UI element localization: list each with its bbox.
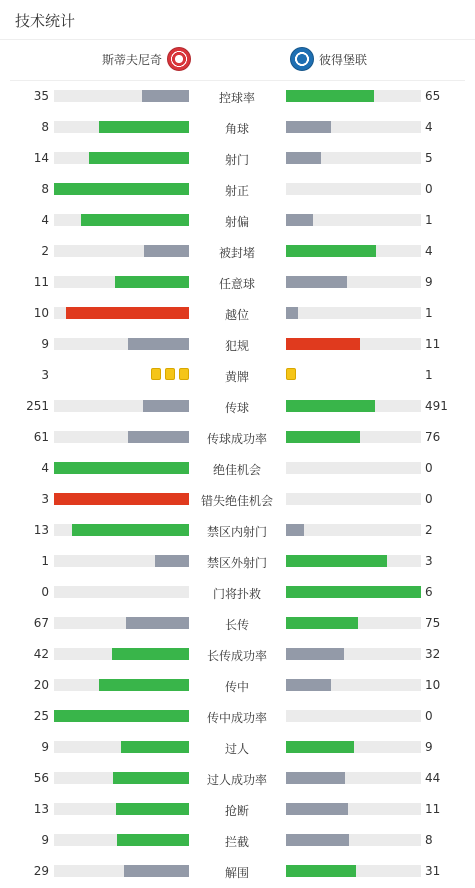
away-value: 1 [425,306,433,320]
away-bar-track [286,555,421,567]
home-bar-fill [113,772,189,784]
home-bar-fill [142,90,189,102]
home-value: 10 [33,306,49,320]
home-value: 1 [41,554,49,568]
home-value: 56 [33,771,49,785]
home-bar-track [54,152,189,164]
stat-label: 过人成功率 [206,773,267,787]
home-value: 14 [33,151,49,165]
away-bar-fill [286,121,331,133]
home-yellow-cards [151,368,189,380]
away-bar-track [286,803,421,815]
away-value: 3 [425,554,433,568]
away-bar-track [286,493,421,505]
home-value: 29 [33,864,49,878]
stat-row [0,112,475,143]
away-bar-track [286,679,421,691]
stat-label: 控球率 [218,91,255,105]
away-bar-track [286,307,421,319]
away-value: 2 [425,523,433,537]
away-value: 0 [425,709,433,723]
away-bar-fill [286,524,304,536]
away-value: 5 [425,151,433,165]
away-value: 11 [425,802,441,816]
away-bar-track [286,617,421,629]
away-bar-fill [286,152,321,164]
home-value: 20 [33,678,49,692]
home-bar-fill [117,834,189,846]
home-value: 9 [41,740,49,754]
home-bar-fill [72,524,189,536]
home-bar-track [54,679,189,691]
away-bar-track [286,152,421,164]
away-value: 0 [425,182,433,196]
stat-row [0,608,475,639]
stat-label: 犯规 [224,339,249,353]
home-bar-track [54,338,189,350]
stat-row [0,174,475,205]
away-bar-fill [286,772,345,784]
stat-label: 绝佳机会 [212,463,261,477]
stat-label: 被封堵 [218,246,255,260]
away-value: 0 [425,461,433,475]
home-bar-fill [115,276,189,288]
home-bar-track [54,741,189,753]
away-bar-track [286,214,421,226]
away-value: 65 [425,89,441,103]
home-bar-fill [89,152,189,164]
home-bar-track [54,90,189,102]
home-value: 9 [41,833,49,847]
home-value: 42 [33,647,49,661]
stat-row [0,794,475,825]
yellow-card-icon [286,368,296,380]
home-value: 4 [41,461,49,475]
stat-row [0,546,475,577]
home-bar-fill [116,803,189,815]
stat-label: 角球 [224,122,249,136]
stat-row [0,484,475,515]
stat-label: 长传成功率 [206,649,267,663]
home-value: 8 [41,120,49,134]
home-bar-fill [128,338,189,350]
stat-label: 传中成功率 [206,711,267,725]
stat-label: 拦截 [224,835,249,849]
away-bar-track [286,772,421,784]
stat-row [0,298,475,329]
stat-label: 门将扑救 [212,587,261,601]
stat-row [0,267,475,298]
home-bar-track [54,648,189,660]
stat-row [0,453,475,484]
home-value: 13 [33,802,49,816]
stat-label: 传球成功率 [206,432,267,446]
away-bar-fill [286,617,358,629]
home-value: 3 [41,492,49,506]
away-bar-track [286,710,421,722]
away-bar-fill [286,741,354,753]
away-bar-fill [286,648,344,660]
home-team-logo-icon [167,47,191,71]
away-bar-fill [286,803,348,815]
home-bar-track [54,431,189,443]
stat-row [0,825,475,856]
home-bar-fill [99,679,189,691]
away-bar-track [286,741,421,753]
home-bar-track [54,710,189,722]
stat-label: 黄牌 [224,370,249,384]
stat-label: 禁区内射门 [206,525,267,539]
stat-row [0,670,475,701]
home-value: 0 [41,585,49,599]
away-value: 11 [425,337,441,351]
home-bar-track [54,493,189,505]
away-bar-fill [286,245,376,257]
home-bar-fill [155,555,189,567]
away-bar-track [286,338,421,350]
away-value: 4 [425,120,433,134]
away-value: 9 [425,275,433,289]
away-bar-track [286,276,421,288]
stat-row [0,577,475,608]
home-value: 4 [41,213,49,227]
away-value: 1 [425,213,433,227]
yellow-card-icon [179,368,189,380]
home-value: 67 [33,616,49,630]
away-value: 75 [425,616,441,630]
stat-label: 禁区外射门 [206,556,267,570]
away-value: 6 [425,585,433,599]
home-value: 3 [41,368,49,382]
away-bar-fill [286,834,349,846]
away-value: 0 [425,492,433,506]
stat-row [0,236,475,267]
away-bar-fill [286,214,313,226]
home-bar-track [54,121,189,133]
home-bar-fill [124,865,189,877]
stat-label: 任意球 [218,277,255,291]
away-bar-track [286,121,421,133]
stat-row [0,360,475,391]
home-value: 35 [33,89,49,103]
home-bar-fill [144,245,189,257]
home-bar-fill [112,648,189,660]
home-value: 25 [33,709,49,723]
home-bar-track [54,772,189,784]
home-bar-fill [128,431,189,443]
home-value: 11 [33,275,49,289]
stat-row [0,81,475,112]
home-bar-track [54,400,189,412]
home-bar-track [54,586,189,598]
away-bar-track [286,400,421,412]
home-bar-fill [54,493,189,505]
section-title: 技术统计 [0,0,475,40]
away-bar-fill [286,307,298,319]
stat-row [0,701,475,732]
home-bar-track [54,183,189,195]
stat-row [0,422,475,453]
away-team-name: 彼得堡联 [319,52,368,67]
away-bar-fill [286,400,375,412]
stat-label: 射正 [224,184,249,198]
home-value: 251 [26,399,49,413]
stat-row [0,856,475,887]
stat-label: 过人 [224,742,249,756]
stat-label: 射门 [224,153,249,167]
away-bar-fill [286,90,374,102]
stats-list [0,81,475,887]
stat-row [0,143,475,174]
away-bar-track [286,865,421,877]
yellow-card-icon [151,368,161,380]
home-bar-fill [81,214,189,226]
stat-row [0,391,475,422]
home-bar-track [54,834,189,846]
away-value: 31 [425,864,441,878]
home-bar-fill [54,462,189,474]
away-value: 76 [425,430,441,444]
home-bar-fill [54,710,189,722]
away-bar-fill [286,586,421,598]
stat-label: 传球 [224,401,249,415]
away-bar-track [286,524,421,536]
home-value: 13 [33,523,49,537]
away-value: 9 [425,740,433,754]
away-bar-track [286,431,421,443]
away-bar-fill [286,555,387,567]
home-bar-fill [121,741,189,753]
away-bar-fill [286,338,360,350]
stat-row [0,515,475,546]
home-value: 8 [41,182,49,196]
away-value: 44 [425,771,441,785]
stat-label: 传中 [224,680,249,694]
home-value: 61 [33,430,49,444]
away-bar-track [286,648,421,660]
away-value: 10 [425,678,441,692]
away-bar-track [286,90,421,102]
stat-row [0,639,475,670]
home-bar-track [54,865,189,877]
away-bar-fill [286,679,331,691]
away-bar-track [286,834,421,846]
away-bar-track [286,462,421,474]
stat-label: 抢断 [224,804,249,818]
stat-label: 长传 [224,618,249,632]
stat-row [0,329,475,360]
home-value: 9 [41,337,49,351]
home-bar-track [54,245,189,257]
home-team-name: 斯蒂夫尼奇 [102,52,163,67]
yellow-card-icon [165,368,175,380]
home-bar-fill [66,307,189,319]
away-bar-fill [286,865,356,877]
home-bar-fill [143,400,189,412]
stat-row [0,732,475,763]
home-bar-track [54,276,189,288]
away-value: 4 [425,244,433,258]
away-bar-track [286,586,421,598]
stat-row [0,205,475,236]
home-team[interactable] [102,47,191,71]
home-bar-track [54,555,189,567]
away-value: 1 [425,368,433,382]
away-value: 32 [425,647,441,661]
home-bar-fill [54,183,189,195]
away-bar-fill [286,431,360,443]
away-value: 491 [425,399,448,413]
home-bar-track [54,617,189,629]
home-bar-track [54,524,189,536]
stat-label: 解围 [224,866,249,880]
home-bar-track [54,307,189,319]
away-bar-track [286,245,421,257]
away-yellow-cards [286,368,296,380]
home-bar-track [54,803,189,815]
away-value: 8 [425,833,433,847]
stat-label: 射偏 [224,215,249,229]
away-team-logo-icon [290,47,314,71]
away-bar-track [286,183,421,195]
away-bar-fill [286,276,347,288]
home-bar-fill [126,617,189,629]
away-team[interactable] [290,47,367,71]
home-value: 2 [41,244,49,258]
home-bar-track [54,214,189,226]
teams-header [10,40,465,81]
stat-label: 错失绝佳机会 [200,494,273,508]
stat-row [0,763,475,794]
home-bar-fill [99,121,189,133]
stat-label: 越位 [224,308,249,322]
home-bar-track [54,462,189,474]
